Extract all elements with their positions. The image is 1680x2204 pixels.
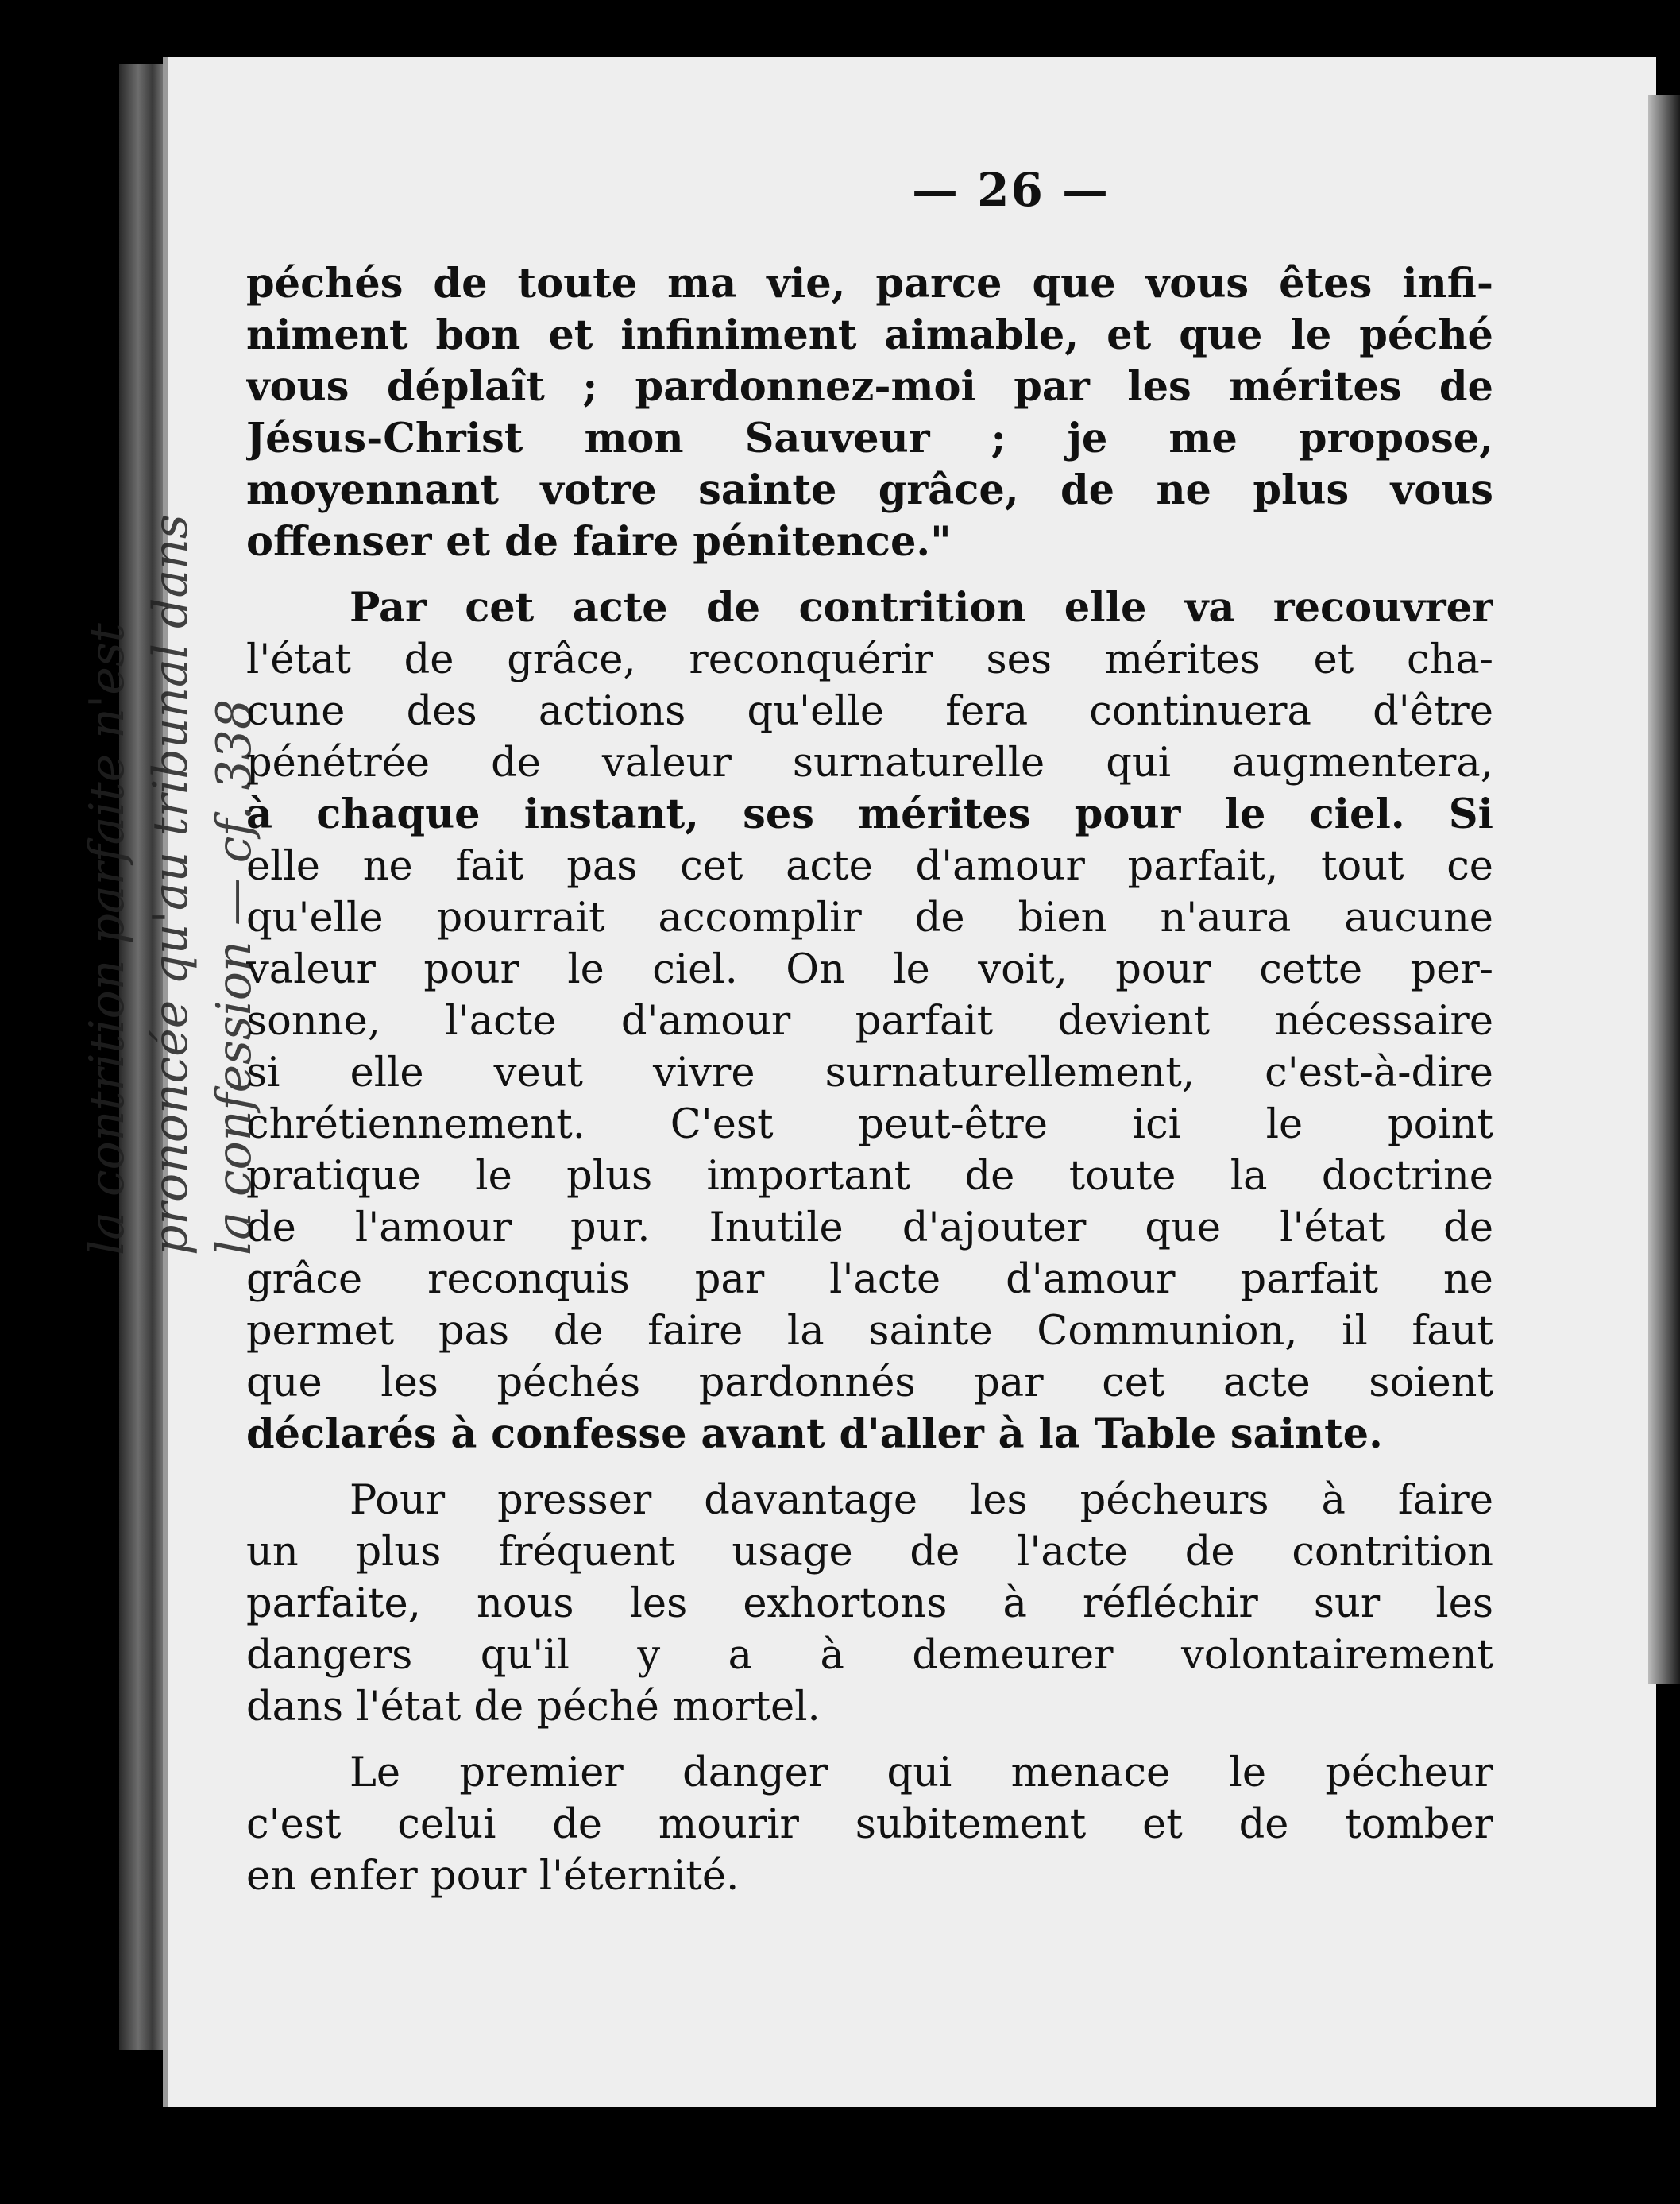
text-line: sonne, l'acte d'amour parfait devient nécessaire: [246, 998, 1493, 1045]
text-line: déclarés à confesse avant d'aller à la Table sainte.: [246, 1410, 1383, 1458]
text-line: chrétiennement. C'est peut-être ici le point: [246, 1101, 1493, 1148]
page-number: — 26 —: [911, 163, 1110, 217]
text-line: Le premier danger qui menace le pécheur: [350, 1750, 1493, 1796]
text-line: dangers qu'il y a à demeurer volontairement: [246, 1632, 1493, 1679]
text-line: moyennant votre sainte grâce, de ne plus vous: [246, 466, 1493, 514]
text-line: vous déplaît ; pardonnez-moi par les mérites de: [246, 363, 1493, 411]
handwritten-margin-note: [75, 514, 266, 1255]
text-line: pratique le plus important de toute la doctrine: [246, 1153, 1493, 1200]
paragraph: [246, 582, 1493, 1460]
text-line: Pour presser davantage les pécheurs à faire: [350, 1477, 1493, 1524]
text-line: valeur pour le ciel. On le voit, pour cette per-: [246, 946, 1493, 993]
text-line: si elle veut vivre surnaturellement, c'est-à-dire: [246, 1050, 1493, 1096]
margin-note-line: la confession — cf. 338: [207, 698, 262, 1255]
paragraph: [246, 1475, 1493, 1733]
text-line: que les péchés pardonnés par cet acte soient: [246, 1359, 1493, 1406]
text-line: péchés de toute ma vie, parce que vous êtes infi-: [246, 260, 1493, 307]
text-line: offenser et de faire pénitence.": [246, 518, 952, 566]
text-line: c'est celui de mourir subitement et de tomber: [246, 1801, 1493, 1848]
text-line: cune des actions qu'elle fera continuera d'être: [246, 688, 1493, 735]
text-line: à chaque instant, ses mérites pour le ciel. Si: [246, 791, 1493, 838]
text-line: l'état de grâce, reconquérir ses mérites et cha-: [246, 636, 1493, 683]
text-line: pénétrée de valeur surnaturelle qui augmentera,: [246, 740, 1493, 787]
text-line: permet pas de faire la sainte Communion, il faut: [246, 1308, 1493, 1355]
text-line: dans l'état de péché mortel.: [246, 1684, 821, 1730]
text-line: Par cet acte de contrition elle va recouvrer: [350, 584, 1493, 632]
text-line: grâce reconquis par l'acte d'amour parfait ne: [246, 1256, 1493, 1303]
text-line: Jésus-Christ mon Sauveur ; je me propose,: [246, 415, 1493, 462]
text-line: qu'elle pourrait accomplir de bien n'aura aucune: [246, 895, 1493, 942]
margin-note-line: prononcée qu'au tribunal dans: [143, 514, 199, 1255]
body-text: [246, 258, 1493, 1902]
paragraph: [246, 258, 1493, 568]
text-line: un plus fréquent usage de l'acte de contrition: [246, 1529, 1493, 1576]
text-line: parfaite, nous les exhortons à réfléchir sur les: [246, 1580, 1493, 1627]
text-line: elle ne fait pas cet acte d'amour parfait, tout ce: [246, 843, 1493, 890]
paragraph: [246, 1747, 1493, 1902]
text-line: de l'amour pur. Inutile d'ajouter que l'état de: [246, 1204, 1493, 1251]
margin-note-line: la contrition parfaite n'est: [79, 623, 135, 1255]
page-edge-shadow: [1648, 95, 1680, 1684]
text-line: niment bon et infiniment aimable, et que le péché: [246, 311, 1493, 359]
text-line: en enfer pour l'éternité.: [246, 1853, 740, 1900]
